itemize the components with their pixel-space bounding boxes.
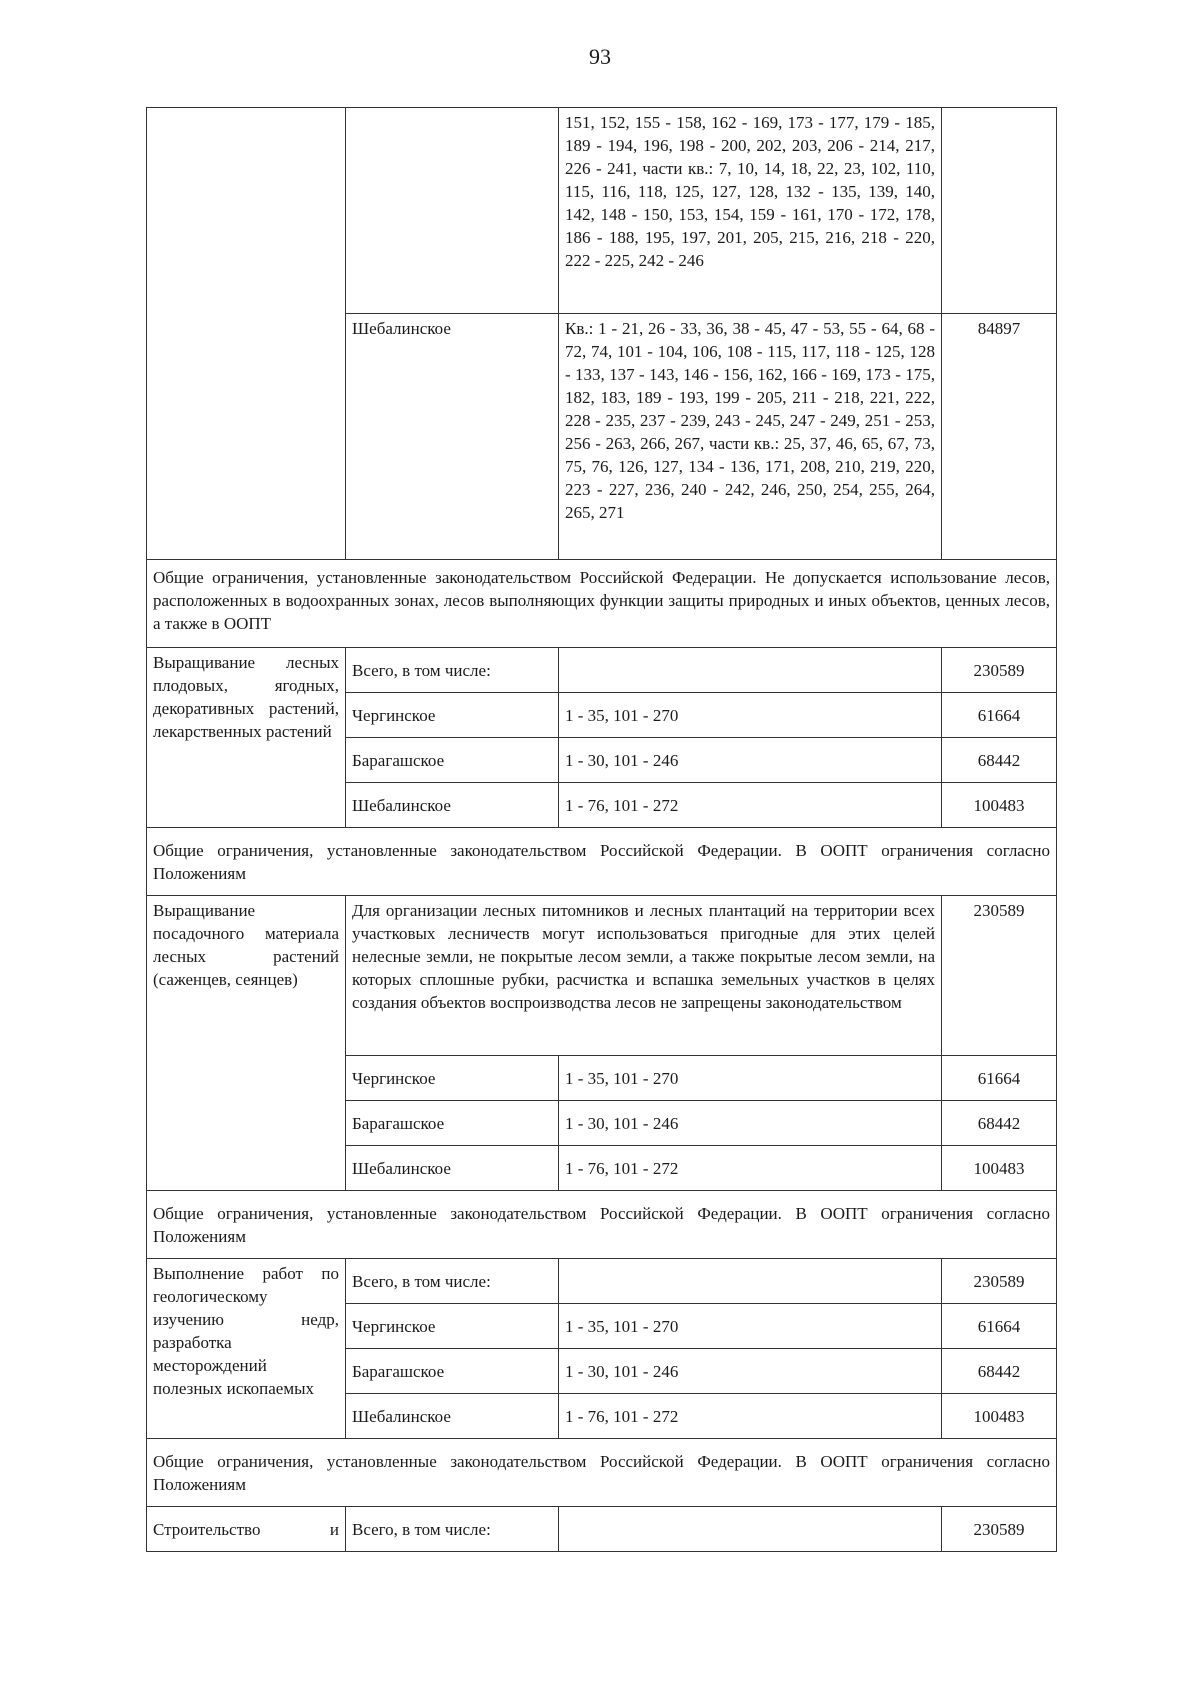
quarters-cell: 1 - 30, 101 - 246 bbox=[559, 1101, 942, 1146]
area-cell: 230589 bbox=[942, 1507, 1057, 1552]
forestry-cell: Чергинское bbox=[346, 693, 559, 738]
forestry-cell: Шебалинское bbox=[346, 1146, 559, 1191]
quarters-cell: Кв.: 1 - 21, 26 - 33, 36, 38 - 45, 47 - 53, 55 - 64, 68 - 72, 74, 101 - 104, 106, 108 - 115, 117, 118 - 125, 128 - 133, 137 - 143, 146 - 156, 162, 166 - 169, 173 - 175, 182, 183, 189 - 193, 199 - 205, 211 - 218, 221, 222, 228 - 235, 237 - 239, 243 - 245, 247 - 249, 251 - 253, 256 - 263, 266, 267, части кв.: 25, 37, 46, 65, 67, 73, 75, 76, 126, 127, 134 - 136, 171, 208, 210, 219, 220, 223 - 227, 236, 240 - 242, 246, 250, 254, 255, 264, 265, 271 bbox=[559, 314, 942, 560]
forestry-cell: Чергинское bbox=[346, 1304, 559, 1349]
quarters-cell: 1 - 35, 101 - 270 bbox=[559, 693, 942, 738]
forestry-cell bbox=[346, 108, 559, 314]
forestry-cell: Шебалинское bbox=[346, 1394, 559, 1439]
table-row bbox=[147, 1507, 1057, 1552]
restrictions-row bbox=[147, 560, 1057, 648]
use-type-cell: Выращивание посадочного материала лесных растений (саженцев, сеянцев) bbox=[147, 896, 346, 1191]
forestry-cell: Барагашское bbox=[346, 1101, 559, 1146]
table-row bbox=[147, 648, 1057, 693]
quarters-cell: 1 - 76, 101 - 272 bbox=[559, 1394, 942, 1439]
quarters-cell: 151, 152, 155 - 158, 162 - 169, 173 - 177, 179 - 185, 189 - 194, 196, 198 - 200, 202, 203, 206 - 214, 217, 226 - 241, части кв.: 7, 10, 14, 18, 22, 23, 102, 110, 115, 116, 118, 125, 127, 128, 132 - 135, 139, 140, 142, 148 - 150, 153, 154, 159 - 161, 170 - 172, 178, 186 - 188, 195, 197, 201, 205, 215, 216, 218 - 220, 222 - 225, 242 - 246 bbox=[559, 108, 942, 314]
restrictions-note: Общие ограничения, установленные законодательством Российской Федерации. Не допускается использование лесов, расположенных в водоохранных зонах, лесов выполняющих функции защиты природных и иных объектов, ценных лесов, а также в ООПТ bbox=[147, 560, 1057, 648]
quarters-cell bbox=[559, 1259, 942, 1304]
total-label-cell: Всего, в том числе: bbox=[346, 648, 559, 693]
use-type-cell bbox=[147, 1507, 346, 1552]
area-cell: 84897 bbox=[942, 314, 1057, 560]
forestry-cell: Чергинское bbox=[346, 1056, 559, 1101]
table-row bbox=[147, 1259, 1057, 1304]
use-type-cell: Выполнение работ по геологическому изучению недр, разработка месторождений полезных ископаемых bbox=[147, 1259, 346, 1439]
restrictions-note: Общие ограничения, установленные законодательством Российской Федерации. В ООПТ ограничения согласно Положениям bbox=[147, 1439, 1057, 1507]
description-cell: Для организации лесных питомников и лесных плантаций на территории всех участковых лесничеств могут использоваться пригодные для этих целей нелесные земли, не покрытые лесом земли, а также покрытые лесом земли, на которых сплошные рубки, расчистка и вспашка земельных участков в целях создания объектов воспроизводства лесов не запрещены законодательством bbox=[346, 896, 942, 1056]
forestry-cell: Шебалинское bbox=[346, 783, 559, 828]
area-cell: 100483 bbox=[942, 783, 1057, 828]
quarters-cell: 1 - 30, 101 - 246 bbox=[559, 738, 942, 783]
area-cell bbox=[942, 108, 1057, 314]
quarters-cell: 1 - 30, 101 - 246 bbox=[559, 1349, 942, 1394]
forestry-cell: Барагашское bbox=[346, 1349, 559, 1394]
quarters-cell: 1 - 76, 101 - 272 bbox=[559, 783, 942, 828]
area-cell: 230589 bbox=[942, 1259, 1057, 1304]
area-cell: 68442 bbox=[942, 1349, 1057, 1394]
area-cell: 68442 bbox=[942, 1101, 1057, 1146]
area-cell: 230589 bbox=[942, 896, 1057, 1056]
use-type-text: Строительство bbox=[153, 1519, 261, 1539]
forestry-cell: Барагашское bbox=[346, 738, 559, 783]
use-type-conjunction: и bbox=[329, 1519, 339, 1539]
quarters-cell: 1 - 35, 101 - 270 bbox=[559, 1056, 942, 1101]
area-cell: 230589 bbox=[942, 648, 1057, 693]
quarters-cell: 1 - 35, 101 - 270 bbox=[559, 1304, 942, 1349]
restrictions-row bbox=[147, 1191, 1057, 1259]
quarters-cell bbox=[559, 1507, 942, 1552]
quarters-cell: 1 - 76, 101 - 272 bbox=[559, 1146, 942, 1191]
total-label-cell: Всего, в том числе: bbox=[346, 1507, 559, 1552]
page-number: 93 bbox=[589, 44, 611, 69]
area-cell: 100483 bbox=[942, 1146, 1057, 1191]
area-cell: 61664 bbox=[942, 1304, 1057, 1349]
restrictions-row bbox=[147, 828, 1057, 896]
restrictions-row bbox=[147, 1439, 1057, 1507]
table-row bbox=[147, 108, 1057, 314]
use-type-cell: Выращивание лесных плодовых, ягодных, декоративных растений, лекарственных растений bbox=[147, 648, 346, 828]
type-cell bbox=[147, 108, 346, 560]
restrictions-note: Общие ограничения, установленные законодательством Российской Федерации. В ООПТ ограничения согласно Положениям bbox=[147, 1191, 1057, 1259]
table-row bbox=[147, 896, 1057, 1056]
total-label-cell: Всего, в том числе: bbox=[346, 1259, 559, 1304]
quarters-cell bbox=[559, 648, 942, 693]
forestry-cell: Шебалинское bbox=[346, 314, 559, 560]
forest-use-table bbox=[146, 107, 1057, 1552]
area-cell: 100483 bbox=[942, 1394, 1057, 1439]
area-cell: 61664 bbox=[942, 1056, 1057, 1101]
area-cell: 68442 bbox=[942, 738, 1057, 783]
area-cell: 61664 bbox=[942, 693, 1057, 738]
restrictions-note: Общие ограничения, установленные законодательством Российской Федерации. В ООПТ ограничения согласно Положениям bbox=[147, 828, 1057, 896]
